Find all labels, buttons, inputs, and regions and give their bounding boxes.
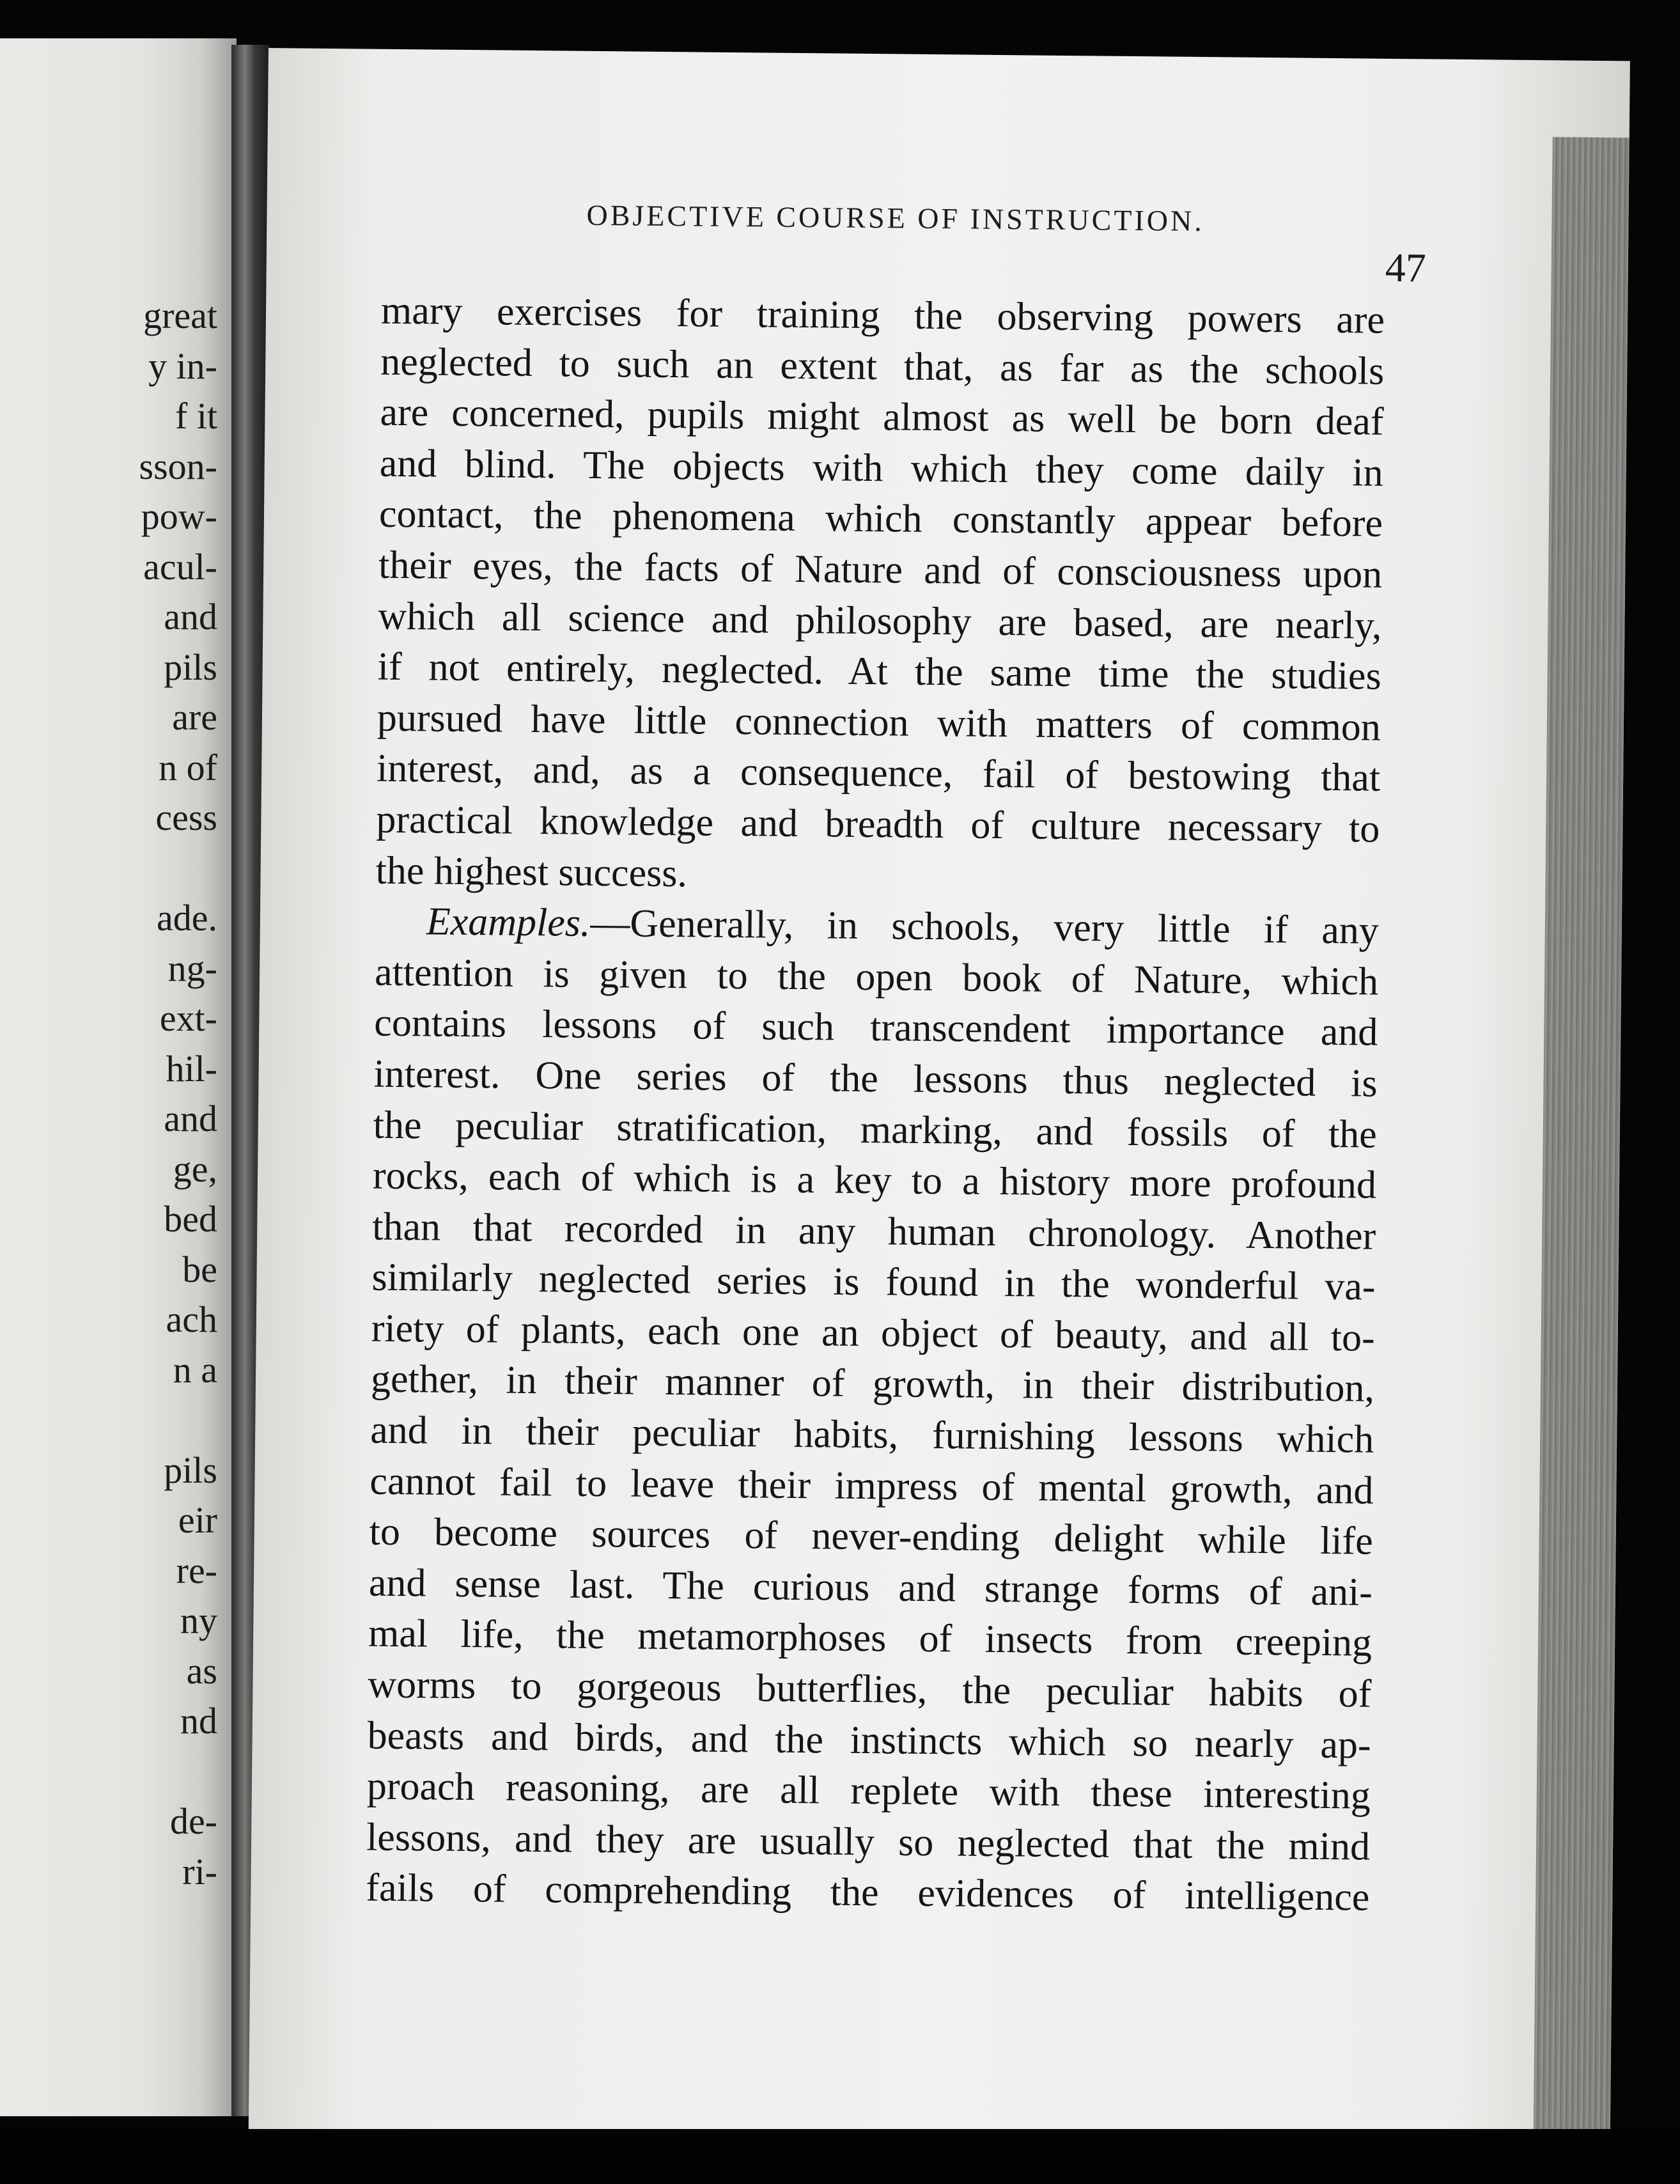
body-text <box>366 286 1385 1924</box>
left-line: cess <box>155 797 217 838</box>
left-line <box>0 1395 217 1446</box>
left-line: re- <box>176 1549 217 1591</box>
scan-bottom-border <box>0 2129 1680 2184</box>
text-line: the peculiar stratification, marking, and fossils of the <box>373 1103 1378 1157</box>
page-number: 47 <box>1385 244 1427 291</box>
text-line: cannot fail to leave their impress of mental growth, and <box>369 1459 1374 1513</box>
left-line: great <box>143 295 217 336</box>
left-line: ny <box>180 1600 217 1641</box>
left-line: y in- <box>148 345 217 387</box>
left-line: ade. <box>157 897 217 939</box>
text-line: interest. One series of the lessons thus neglected is <box>373 1052 1378 1105</box>
left-line: are <box>172 696 217 738</box>
left-line: de- <box>169 1800 217 1842</box>
text-line: and sense last. The curious and strange forms of ani- <box>368 1561 1373 1614</box>
text-line: the highest success. <box>375 848 688 895</box>
left-page-text <box>0 291 217 1897</box>
right-page <box>248 48 1630 2171</box>
left-line: ext- <box>159 997 217 1039</box>
text-line: than that recorded in any human chronology. Another <box>371 1205 1376 1258</box>
left-line: sson- <box>139 445 217 487</box>
text-line: practical knowledge and breadth of culture necessary to <box>376 797 1380 851</box>
text-line: if not entirely, neglected. At the same time the studies <box>377 644 1381 698</box>
left-line: ge, <box>173 1148 217 1190</box>
left-line: eir <box>178 1499 217 1541</box>
text-line: their eyes, the facts of Nature and of consciousness upon <box>378 543 1383 597</box>
text-line: and in their peculiar habits, furnishing lessons which <box>369 1408 1374 1462</box>
text-line: pursued have little connection with matters of common <box>377 696 1381 749</box>
text-line: proach reasoning, are all replete with these interesting <box>366 1764 1371 1818</box>
left-line: n a <box>173 1348 217 1391</box>
left-line: pils <box>164 646 217 688</box>
left-line: acul- <box>143 545 217 588</box>
left-line <box>0 1747 217 1797</box>
text-line: rocks, each of which is a key to a history more profound <box>372 1153 1377 1207</box>
paragraph-first-line-rest: —Generally, in schools, very little if any <box>590 901 1380 953</box>
text-line: mal life, the metamorphoses of insects from creeping <box>368 1612 1373 1665</box>
text-line: contact, the phenomena which constantly appear before <box>378 492 1383 546</box>
text-line: riety of plants, each one an object of beauty, and all to- <box>371 1306 1376 1360</box>
left-line: and <box>164 1098 217 1139</box>
paragraph-first-line <box>375 896 1380 957</box>
text-line: and blind. The objects with which they come daily in <box>379 441 1384 495</box>
left-line <box>0 843 217 894</box>
left-page <box>0 38 237 2116</box>
text-line: worms to gorgeous butterflies, the peculiar habits of <box>368 1662 1372 1716</box>
left-line: be <box>182 1248 217 1290</box>
left-line: n of <box>159 746 217 788</box>
text-line: contains lessons of such transcendent importance and <box>374 1001 1378 1055</box>
left-line: and <box>164 596 217 637</box>
text-line: fails of comprehending the evidences of intelligence <box>366 1866 1370 1920</box>
text-line: interest, and, as a consequence, fail of bestowing that <box>376 747 1381 800</box>
text-line: which all science and philosophy are based, are nearly, <box>378 594 1382 648</box>
text-line: similarly neglected series is found in the wonderful va- <box>371 1255 1376 1309</box>
left-line: f it <box>175 395 217 437</box>
left-line: hil- <box>166 1047 217 1089</box>
text-line: to become sources of never-ending delight while life <box>369 1509 1373 1563</box>
text-line: gether, in their manner of growth, in their distribution, <box>370 1357 1375 1411</box>
text-line: attention is given to the open book of Nature, which <box>374 950 1379 1004</box>
left-line: pow- <box>141 495 217 537</box>
text-line: lessons, and they are usually so neglected that the mind <box>366 1815 1371 1869</box>
text-line: neglected to such an extent that, as far as the schools <box>380 339 1385 393</box>
text-line: beasts and birds, and the instincts which so nearly ap- <box>367 1713 1371 1767</box>
left-line: as <box>186 1650 217 1692</box>
running-head: OBJECTIVE COURSE OF INSTRUCTION. <box>586 198 1204 238</box>
left-line: bed <box>164 1198 217 1240</box>
page-edge-stack <box>1533 137 1629 2183</box>
left-line: pils <box>164 1449 217 1491</box>
examples-lead: Examples. <box>426 900 591 946</box>
text-line: are concerned, pupils might almost as well be born deaf <box>380 390 1384 444</box>
left-line: ng- <box>167 947 217 989</box>
left-line: ri- <box>182 1850 217 1892</box>
left-line: nd <box>180 1700 217 1742</box>
left-line: ach <box>166 1299 217 1340</box>
text-line: mary exercises for training the observing powers are <box>380 288 1385 342</box>
